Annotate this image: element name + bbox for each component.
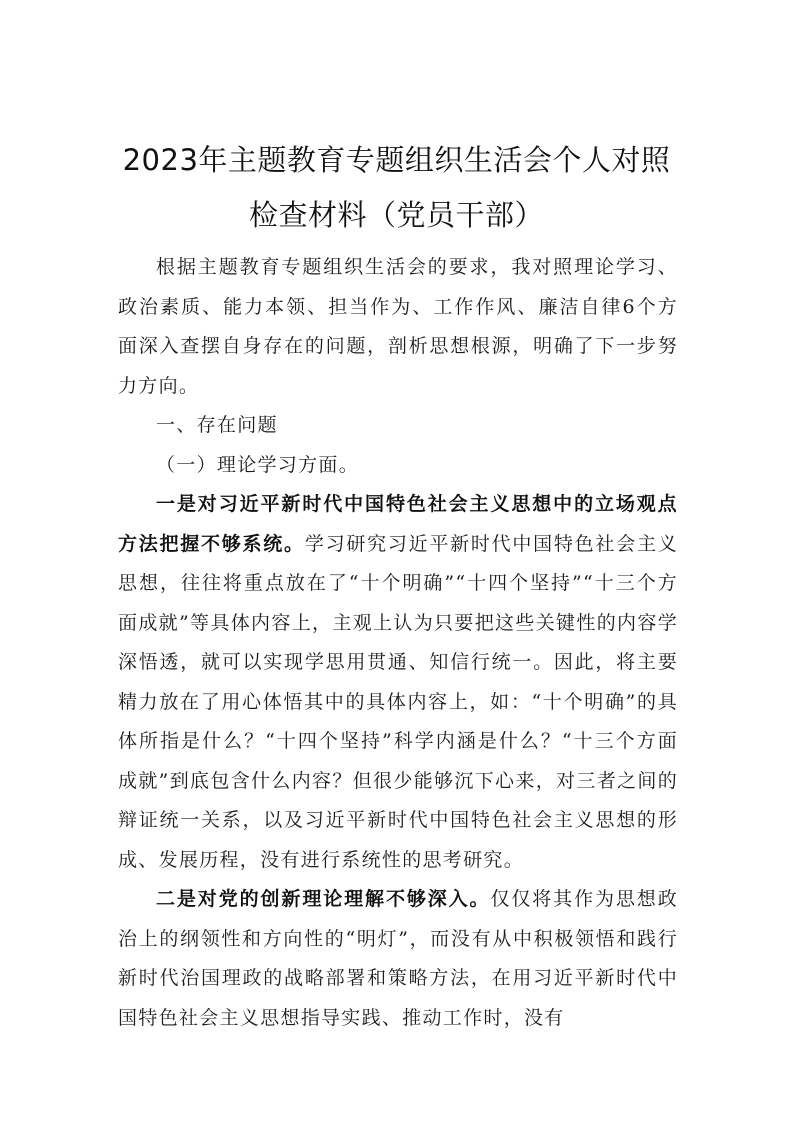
point-1-text: 学习研究习近平新时代中国特色社会主义思想，往往将重点放在了“十个明确”“十四个坚持”“十三个方面成就”等具体内容上，主观上认为只要把这些关键性的内容学深悟透，就可以实现学思用贯通、知信行统一。因此，将主要精力放在了用心体悟其中的具体内容上，如：“十个明确”的具体所指是什么？“十四个坚持”科学内涵是什么？“十三个方面成就”到底包含什么内容？但很少能够沉下心来，对三者之间的辩证统一关系，以及习近平新时代中国特色社会主义思想的形成、发展历程，没有进行系统性的思考研究。 bbox=[118, 532, 679, 871]
document-title-line-2: 检查材料（党员干部） bbox=[248, 198, 544, 232]
document-body bbox=[118, 248, 678, 1038]
point-2-lead: 二是对党的创新理论理解不够深入。 bbox=[156, 888, 491, 910]
intro-paragraph: 根据主题教育专题组织生活会的要求，我对照理论学习、政治素质、能力本领、担当作为、工作作风、廉洁自律6个方面深入查摆自身存在的问题，剖析思想根源，明确了下一步努力方向。 bbox=[118, 256, 678, 397]
subsection-heading-theory: （一）理论学习方面。 bbox=[156, 453, 360, 476]
document-title-line-1: 2023年主题教育专题组织生活会个人对照 bbox=[122, 143, 671, 177]
point-2-paragraph bbox=[118, 880, 678, 1038]
point-1-lead: 一是对习近平新时代中国特色社会主义思想中的立场观点方法把握不够系统。 bbox=[118, 493, 678, 555]
point-1-paragraph bbox=[118, 485, 678, 880]
point-2-text: 仅仅将其作为思想政治上的纲领性和方向性的“明灯”，而没有从中积极领悟和践行新时代治国理政的战略部署和策略方法，在用习近平新时代中国特色社会主义思想指导实践、推动工作时，没有 bbox=[118, 888, 678, 1029]
section-heading-problems: 一、存在问题 bbox=[156, 414, 278, 436]
